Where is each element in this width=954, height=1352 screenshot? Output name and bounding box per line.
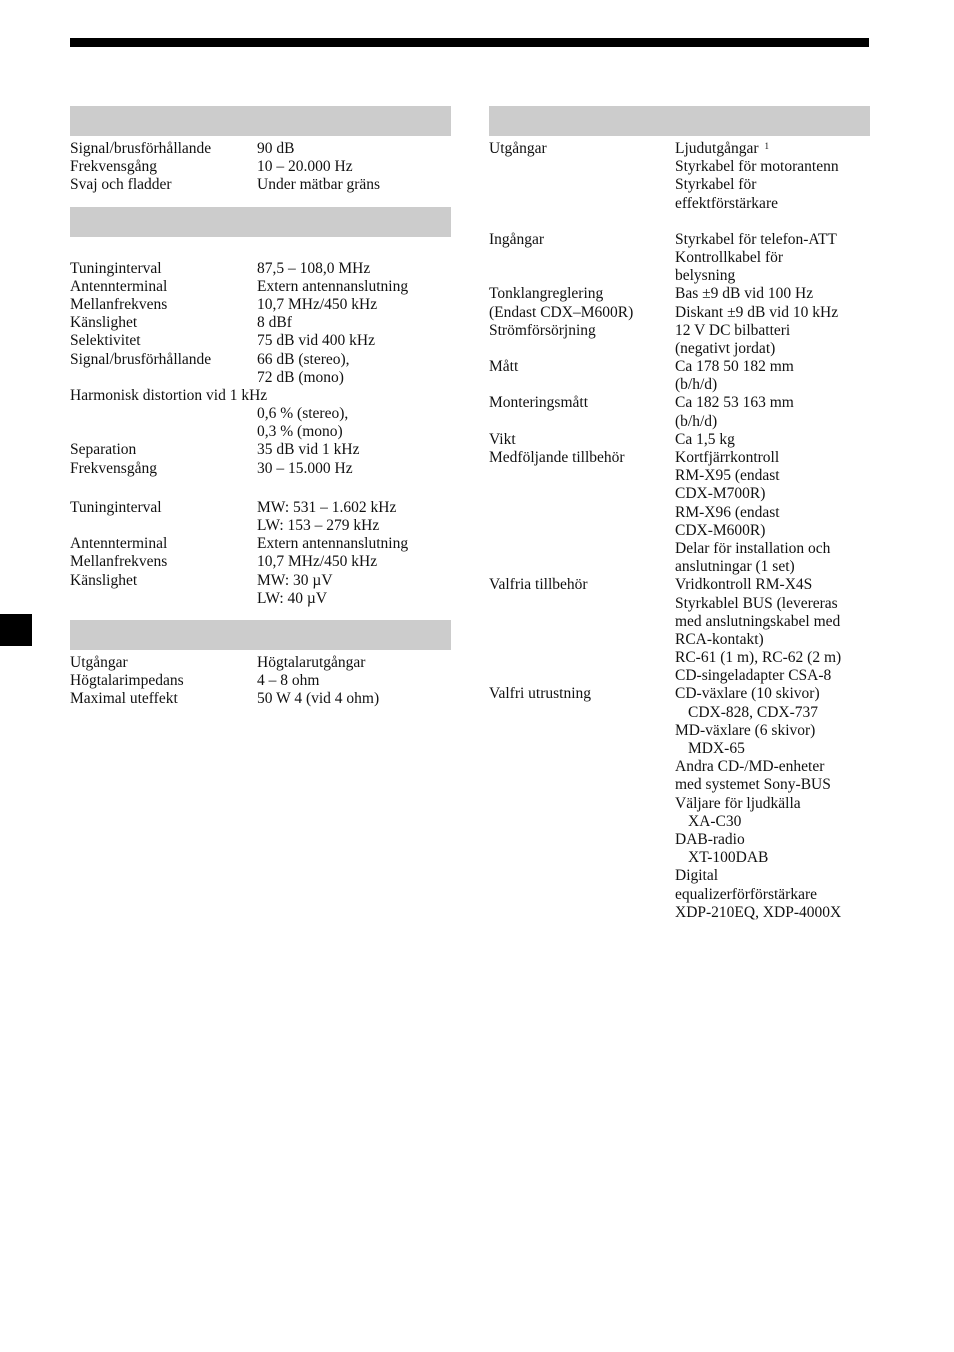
spec-row: [70, 296, 451, 314]
spec-row: [489, 722, 870, 740]
spec-value: 10,7 MHz/450 kHz: [257, 553, 378, 571]
spec-row: [489, 649, 870, 667]
spec-value: 10,7 MHz/450 kHz: [257, 295, 378, 313]
spec-row: [489, 576, 870, 594]
spec-row: [489, 231, 870, 249]
spec-row: [70, 672, 451, 690]
spec-value: (b/h/d): [675, 376, 718, 394]
spec-value: med systemet Sony-BUS: [675, 776, 831, 794]
spec-value: med anslutningskabel med: [675, 612, 841, 630]
spec-row: [489, 322, 870, 340]
spec-value: RCA-kontakt): [675, 630, 764, 648]
spec-row: [489, 340, 870, 358]
spec-value: 75 dB vid 400 kHz: [257, 332, 375, 350]
spec-value: CD-singeladapter CSA-8: [675, 667, 832, 685]
spec-row: [489, 504, 870, 522]
amplifier-spec-list: [70, 654, 451, 709]
spec-label: Känslighet: [70, 314, 138, 332]
spec-row: [489, 776, 870, 794]
spec-value: RM-X95 (endast: [675, 467, 780, 485]
spec-row: [489, 176, 870, 194]
spec-row: [489, 304, 870, 322]
section-tab-marker: [0, 614, 32, 646]
footnote-marker: 1: [764, 141, 770, 151]
spec-value: 0,6 % (stereo),: [257, 405, 349, 423]
spec-value: Kortfjärrkontroll: [675, 449, 780, 466]
spec-row: [70, 351, 451, 369]
spec-label: Medföljande tillbehör: [489, 449, 625, 466]
spec-row: [489, 249, 870, 267]
spec-value: effektförstärkare: [675, 194, 778, 212]
spec-value: LW: 153 – 279 kHz: [257, 517, 380, 534]
spec-label: Tuninginterval: [70, 498, 162, 516]
spec-label: Mått: [489, 358, 519, 376]
spec-value: MD-växlare (6 skivor): [675, 721, 816, 739]
spec-value: belysning: [675, 267, 736, 285]
spec-row: [489, 558, 870, 576]
spec-value: 4 – 8 ohm: [257, 672, 320, 690]
spec-label: Signal/brusförhållande: [70, 350, 212, 368]
spec-row: [489, 613, 870, 631]
spec-row: [489, 831, 870, 849]
spec-value: 50 W 4 (vid 4 ohm): [257, 690, 380, 708]
spec-row: [70, 590, 451, 608]
spec-row: [70, 654, 451, 672]
right-column: [489, 106, 870, 922]
spec-value: equalizerförförstärkare: [675, 885, 817, 903]
spec-value: Styrkablel BUS (levereras: [675, 594, 838, 612]
spec-row: [489, 285, 870, 303]
spec-value: 30 – 15.000 Hz: [257, 459, 353, 477]
spec-label: Separation: [70, 441, 137, 459]
spec-value: CDX-M700R): [675, 485, 766, 503]
spec-label: Valfria tillbehör: [489, 576, 588, 594]
spec-label: Signal/brusförhållande: [70, 140, 212, 157]
spec-value: Delar för installation och: [675, 539, 831, 557]
spec-row: [489, 595, 870, 613]
spec-label: Maximal uteffekt: [70, 690, 178, 708]
spec-row: [70, 140, 451, 158]
spec-row: [489, 394, 870, 412]
fm-spec-list: [70, 260, 451, 478]
spec-value: MDX-65: [688, 740, 745, 757]
spec-label: Mellanfrekvens: [70, 553, 168, 571]
spec-value: RC-61 (1 m), RC-62 (2 m): [675, 649, 842, 667]
spec-row: [489, 140, 870, 158]
spec-label: Valfri utrustning: [489, 685, 592, 703]
spec-value: Vridkontroll RM-X4S: [675, 576, 813, 594]
spec-label: Utgångar: [489, 140, 547, 157]
general-section-header: [489, 106, 870, 136]
spec-value: 66 dB (stereo),: [257, 350, 350, 368]
spec-label: Vikt: [489, 430, 516, 448]
spec-value: 87,5 – 108,0 MHz: [257, 259, 371, 277]
amplifier-section-header: [70, 620, 451, 650]
spec-value: Digital: [675, 867, 719, 885]
spec-row: [489, 267, 870, 285]
spec-value: RM-X96 (endast: [675, 503, 780, 521]
spec-value: 35 dB vid 1 kHz: [257, 441, 360, 459]
spec-row: [70, 176, 451, 194]
spec-value: Bas ±9 dB vid 100 Hz: [675, 285, 814, 303]
general-spec-list: [489, 140, 870, 922]
tape-section-header: [70, 106, 451, 136]
spec-value: [675, 140, 769, 158]
spec-value: XA-C30: [688, 812, 742, 830]
spec-label: Strömförsörjning: [489, 321, 596, 339]
spec-row: [70, 158, 451, 176]
spec-value: 8 dBf: [257, 314, 292, 332]
spec-row: [489, 813, 870, 831]
spec-row: [489, 886, 870, 904]
spec-row: [70, 405, 451, 423]
spec-label: Tonklangreglering: [489, 285, 604, 303]
spec-value: Ca 178 50 182 mm: [675, 358, 794, 376]
spec-label: Monteringsmått: [489, 394, 589, 412]
spec-value: Väljare för ljudkälla: [675, 794, 801, 812]
spec-label: Antennterminal: [70, 277, 168, 295]
spec-row: [489, 431, 870, 449]
spec-row: [70, 517, 451, 535]
tuner-section-header: [70, 207, 451, 237]
spec-value: 12 V DC bilbatteri: [675, 321, 791, 339]
spec-label: Selektivitet: [70, 332, 141, 350]
spec-value: XT-100DAB: [688, 849, 769, 867]
spec-row: [489, 540, 870, 558]
spec-label: Högtalarimpedans: [70, 672, 184, 690]
spec-row: [70, 460, 451, 478]
spec-row: [70, 572, 451, 590]
spec-value: (negativt jordat): [675, 339, 776, 357]
spec-row: [489, 867, 870, 885]
spec-value: CDX-828, CDX-737: [688, 703, 819, 721]
spec-value: 72 dB (mono): [257, 368, 344, 386]
spec-value: LW: 40 µV: [257, 589, 328, 607]
tape-spec-list: [70, 140, 451, 195]
spec-value: MW: 531 – 1.602 kHz: [257, 498, 397, 516]
spec-row: [489, 158, 870, 176]
spec-value: Andra CD-/MD-enheter: [675, 758, 825, 776]
spec-label: Frekvensgång: [70, 459, 157, 477]
spec-row: [489, 413, 870, 431]
spec-label: Utgångar: [70, 653, 128, 671]
spec-row: [489, 631, 870, 649]
spec-value: 10 – 20.000 Hz: [257, 158, 353, 176]
spec-value: Ca 182 53 163 mm: [675, 394, 794, 412]
spec-value-text: Ljudutgångar: [675, 140, 759, 157]
spec-row: [70, 423, 451, 441]
spec-value: Styrkabel för motorantenn: [675, 158, 839, 176]
spec-row: [489, 195, 870, 213]
spec-value: XDP-210EQ, XDP-4000X: [675, 903, 842, 921]
spec-label: Antennterminal: [70, 535, 168, 553]
spec-row: [70, 499, 451, 517]
spec-row: [70, 690, 451, 708]
spec-row: [489, 849, 870, 867]
top-rule: [70, 38, 869, 47]
spec-row: [70, 441, 451, 459]
spec-value: DAB-radio: [675, 830, 745, 848]
spec-label: Harmonisk distortion vid 1 kHz: [70, 386, 268, 404]
spec-value: Styrkabel för telefon-ATT: [675, 230, 837, 248]
spec-value: 90 dB: [257, 140, 295, 157]
spec-label: Känslighet: [70, 571, 138, 589]
spec-row: [489, 485, 870, 503]
spec-label: (Endast CDX–M600R): [489, 303, 634, 321]
spec-row: [70, 278, 451, 296]
spec-value: Extern antennanslutning: [257, 535, 409, 553]
spec-row: [489, 449, 870, 467]
spec-row: [489, 667, 870, 685]
spec-value: Ca 1,5 kg: [675, 430, 735, 448]
spec-value: Extern antennanslutning: [257, 277, 409, 295]
left-column: [70, 106, 451, 709]
spec-value: Under mätbar gräns: [257, 176, 381, 194]
spec-value: CD-växlare (10 skivor): [675, 685, 820, 703]
spec-row: [70, 553, 451, 571]
spec-label: Ingångar: [489, 230, 545, 248]
spec-row: [70, 260, 451, 278]
spec-row: [70, 314, 451, 332]
spec-row: [70, 332, 451, 350]
spec-value: Diskant ±9 dB vid 10 kHz: [675, 303, 839, 321]
spec-value: Kontrollkabel för: [675, 248, 784, 266]
spec-row: [489, 376, 870, 394]
spec-row: [489, 467, 870, 485]
spec-row: [489, 904, 870, 922]
spec-value: anslutningar (1 set): [675, 558, 795, 576]
spec-label: Frekvensgång: [70, 158, 157, 176]
spec-row: [70, 535, 451, 553]
spec-label: Svaj och fladder: [70, 176, 172, 194]
spec-row: [489, 795, 870, 813]
spec-row: [70, 369, 451, 387]
spec-row: [489, 358, 870, 376]
spec-label: Mellanfrekvens: [70, 295, 168, 313]
am-spec-list: [70, 499, 451, 608]
spec-row: [489, 704, 870, 722]
spec-row: [70, 387, 451, 405]
spec-value: CDX-M600R): [675, 521, 766, 539]
spec-value: MW: 30 µV: [257, 571, 333, 589]
spec-value: (b/h/d): [675, 412, 718, 430]
spec-row: [489, 758, 870, 776]
spec-value: 0,3 % (mono): [257, 423, 343, 441]
spec-row: [489, 522, 870, 540]
spec-label: Tuninginterval: [70, 259, 162, 277]
spec-value: Styrkabel för: [675, 176, 757, 194]
spec-row: [489, 685, 870, 703]
spec-value: Högtalarutgångar: [257, 653, 366, 671]
spec-row: [489, 740, 870, 758]
